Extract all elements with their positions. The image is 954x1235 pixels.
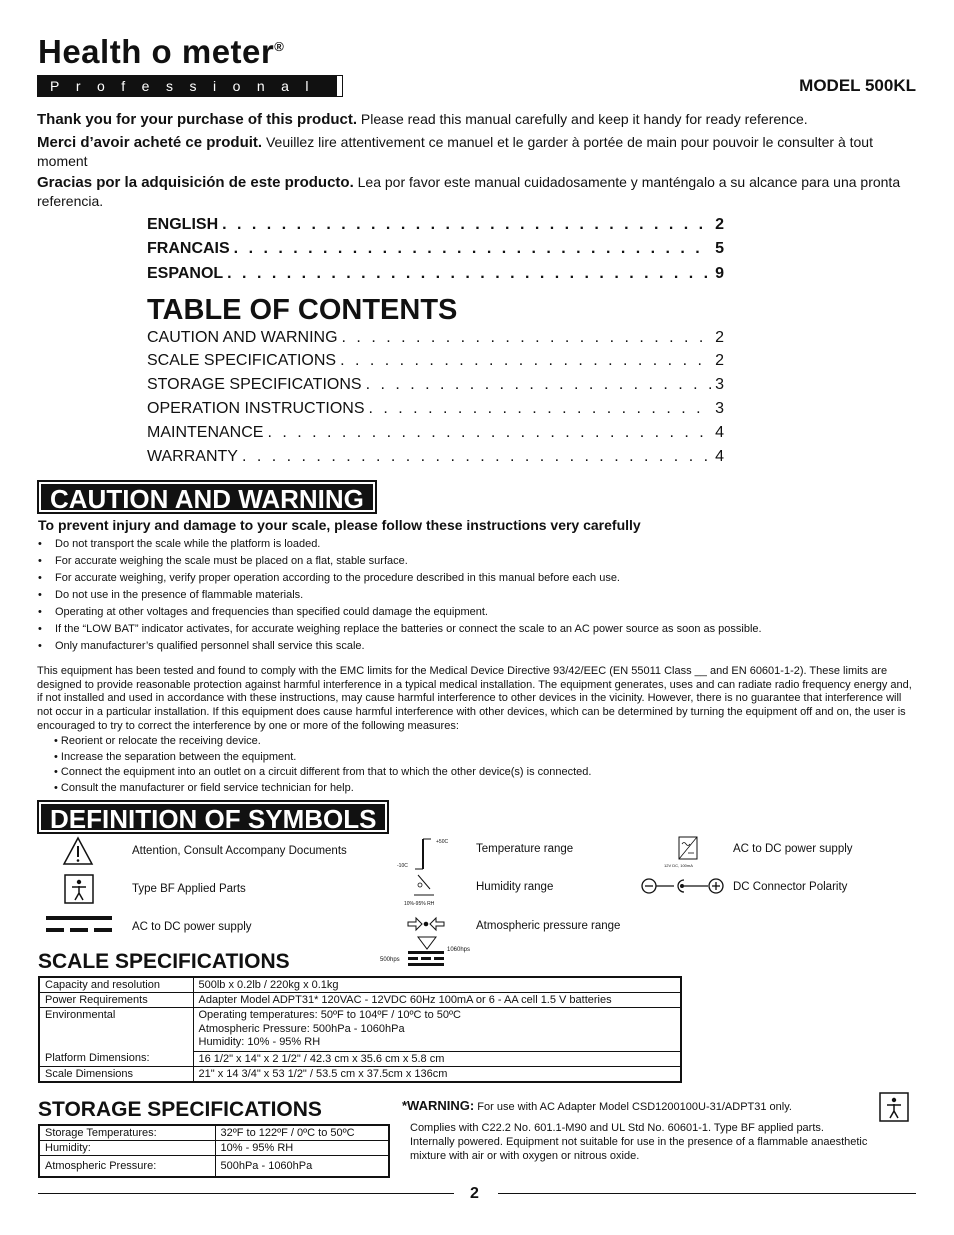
list-item: • If the “LOW BAT” indicator activates, for accurate weighing replace the batteries or connect the scale to an AC power source as soon as possible. xyxy=(38,621,762,638)
brand-subtitle: Professional xyxy=(38,76,342,96)
language-link-francais[interactable]: FRANCAIS . . . 5 xyxy=(147,240,724,258)
temp-low-label: -10C xyxy=(397,863,408,869)
list-item: • Operating at other voltages and frequencies than specified could damage the equipment. xyxy=(38,604,762,621)
pressure-low-label: 500hps xyxy=(380,957,400,963)
ac-dc-icon xyxy=(46,914,112,934)
warning-triangle-icon xyxy=(62,836,94,866)
measures-list xyxy=(54,734,591,796)
toc-item[interactable]: MAINTENANCE . . . 4 xyxy=(147,424,724,442)
toc-item[interactable]: WARRANTY . . . 4 xyxy=(147,448,724,466)
polarity-icon xyxy=(640,876,726,896)
adapter-warning: *WARNING: For use with AC Adapter Model CSD1200100U-31/ADPT31 only. xyxy=(402,1098,792,1113)
storage-specs-table xyxy=(38,1124,390,1178)
symbol-label-type-bf: Type BF Applied Parts xyxy=(132,883,246,895)
caution-subhead: To prevent injury and damage to your scale, please follow these instructions very carefully xyxy=(38,517,641,533)
storage-specs-heading: STORAGE SPECIFICATIONS xyxy=(38,1098,322,1121)
brand-logo: Health o meter® xyxy=(38,33,285,70)
page-number: 2 xyxy=(470,1185,479,1202)
table-row: Humidity: 10% - 95% RH xyxy=(39,1141,389,1156)
table-row: Atmospheric Pressure: 500hPa - 1060hPa xyxy=(39,1156,389,1178)
table-row: Environmental Operating temperatures: 50ºF to 104ºF / 10ºC to 50ºC Atmospheric Pressure: 500hPa - 1060hPa Humidity: 10% - 95% RH xyxy=(39,1008,681,1052)
intro-french: Merci d’avoir acheté ce produit. Veuillez lire attentivement ce manuel et le garder à portée de main pour pouvoir le consulter à tout moment xyxy=(37,134,873,169)
symbol-label-attention: Attention, Consult Accompany Documents xyxy=(132,845,347,857)
list-item: • Consult the manufacturer or field service technician for help. xyxy=(54,781,591,797)
toc-item[interactable]: OPERATION INSTRUCTIONS . . . 3 xyxy=(147,400,724,418)
language-link-english[interactable]: ENGLISH . . . 2 xyxy=(147,216,724,234)
toc-item[interactable]: SCALE SPECIFICATIONS . . . 2 xyxy=(147,352,724,370)
table-row: Storage Temperatures: 32ºF to 122ºF / 0ºC to 50ºC xyxy=(39,1125,389,1141)
list-item: • Do not transport the scale while the platform is loaded. xyxy=(38,536,762,553)
symbol-label-polarity: DC Connector Polarity xyxy=(733,881,848,893)
intro-english: Thank you for your purchase of this product. Please read this manual carefully and keep it handy for ready reference. xyxy=(37,111,808,128)
table-row: Power Requirements Adapter Model ADPT31* 120VAC - 12VDC 60Hz 100mA or 6 - AA cell 1.5 V batteries xyxy=(39,993,681,1008)
scale-specs-heading: SCALE SPECIFICATIONS xyxy=(38,950,290,973)
list-item: • Only manufacturer’s qualified personnel shall service this scale. xyxy=(38,638,762,655)
toc-title: TABLE OF CONTENTS xyxy=(147,294,458,326)
table-row: Capacity and resolution 500lb x 0.2lb / 220kg x 0.1kg xyxy=(39,977,681,993)
list-item: • Increase the separation between the equipment. xyxy=(54,750,591,766)
symbol-label-ac-dc-supply: AC to DC power supply xyxy=(733,843,853,855)
list-item: • Connect the equipment into an outlet on a circuit different from that to which the other device(s) is connected. xyxy=(54,765,591,781)
symbol-label-pressure: Atmospheric pressure range xyxy=(476,920,621,932)
pressure-high-label: 1060hps xyxy=(447,947,471,953)
toc-item[interactable]: STORAGE SPECIFICATIONS . . . 3 xyxy=(147,376,724,394)
list-item: • Do not use in the presence of flammable materials. xyxy=(38,587,762,604)
power-supply-rating: 12V DC, 100mA xyxy=(664,863,693,868)
type-bf-icon xyxy=(64,874,94,904)
model-number: MODEL 500KL xyxy=(799,76,916,95)
intro-spanish: Gracias por la adquisición de este producto. Lea por favor este manual cuidadosamente y manténgalo a su alcance para una pronta referencia. xyxy=(37,174,901,209)
symbol-label-temp: Temperature range xyxy=(476,843,574,855)
list-item: • For accurate weighing, verify proper operation according to the procedure described in this manual before each use. xyxy=(38,570,762,587)
caution-heading: CAUTION AND WARNING xyxy=(39,482,375,512)
symbol-label-humidity: Humidity range xyxy=(476,881,554,893)
list-item: • For accurate weighing the scale must be placed on a flat, stable surface. xyxy=(38,553,762,570)
footer-rule-left xyxy=(38,1193,454,1194)
pressure-icon xyxy=(406,915,446,967)
symbols-heading: DEFINITION OF SYMBOLS xyxy=(39,802,387,832)
footer-rule-right xyxy=(498,1193,916,1194)
scale-specs-table xyxy=(38,976,682,1083)
humidity-icon xyxy=(412,873,436,901)
emc-paragraph: This equipment has been tested and found to comply with the EMC limits for the Medical Device Directive 93/42/EEC (EN 55011 Class __ and EN 60601-1-2). These limits are designed to provide reasonable protection against harmful interference in a typical medical installation. The equipment generates, uses and can radiate radio frequency energy and, if not installed and used in accordance with these instructions, may cause harmful interference to other devices in the vicinity. However, there is no guarantee that interference will not occur in a particular installation. If this equipment does cause harmful interference with other devices, which can be determined by turning the equipment off and on, the user is encouraged to try to correct the interference by one or more of the following measures: xyxy=(37,665,912,732)
power-supply-icon xyxy=(678,836,698,860)
caution-list xyxy=(38,536,762,655)
temp-high-label: +50C xyxy=(436,839,449,845)
table-row: Platform Dimensions: 16 1/2" x 14" x 2 1/2" / 42.3 cm x 35.6 cm x 5.8 cm xyxy=(39,1051,681,1066)
table-row: Scale Dimensions 21" x 14 3/4" x 53 1/2" / 53.5 cm x 37.5cm x 136cm xyxy=(39,1066,681,1082)
compliance-text: Complies with C22.2 No. 601.1-M90 and UL Std No. 60601-1. Type BF applied parts. Internally powered. Equipment not suitable for use in the presence of a flammable anaesthetic mixture with air or with oxygen or nitrous oxide. xyxy=(410,1122,868,1162)
toc-item[interactable]: CAUTION AND WARNING . . . 2 xyxy=(147,329,724,347)
symbol-label-ac-dc: AC to DC power supply xyxy=(132,921,252,933)
language-link-espanol[interactable]: ESPANOL . . . 9 xyxy=(147,265,724,283)
humidity-range-label: 10%-95% RH xyxy=(404,901,435,907)
list-item: • Reorient or relocate the receiving device. xyxy=(54,734,591,750)
type-bf-icon xyxy=(879,1092,909,1122)
